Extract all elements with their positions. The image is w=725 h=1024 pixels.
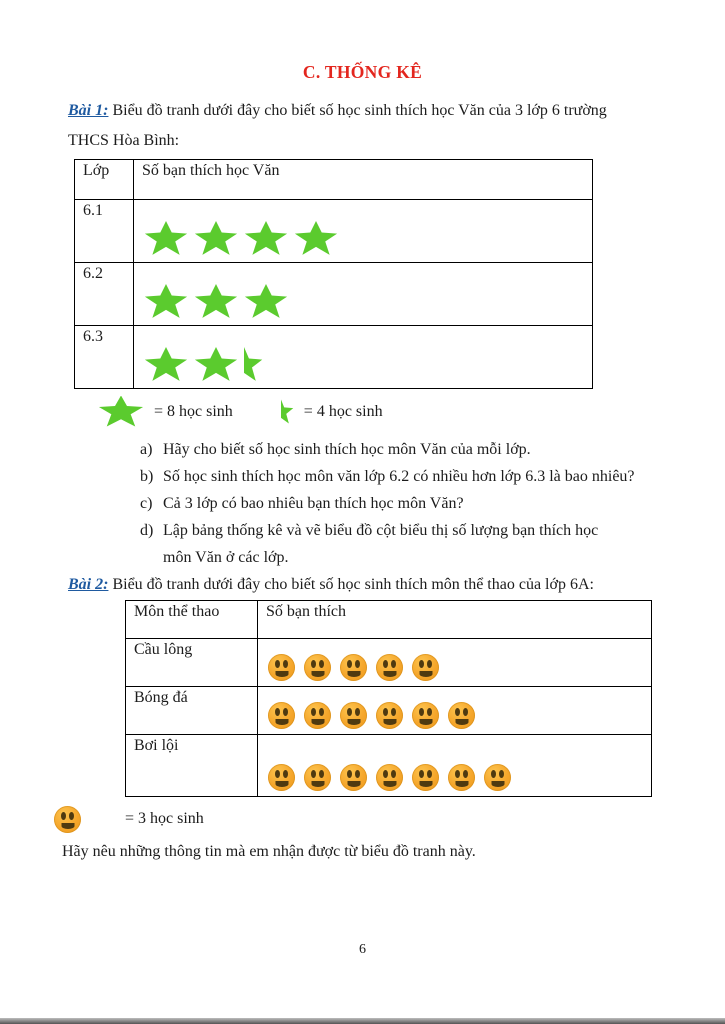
pictogram-row [75,326,593,389]
star-icon [144,347,188,383]
star-icon [144,284,188,320]
exercise1-questions [140,436,665,571]
pictogram-row [126,687,652,735]
smiley-icon [340,764,367,791]
row-label: 6.1 [75,200,134,263]
pictogram-row [126,639,652,687]
star-icon [244,284,288,320]
pictogram-row [75,200,593,263]
star-icon [194,221,238,257]
half-star-icon [244,347,263,383]
question-label: c) [140,495,153,512]
star-icon [244,221,288,257]
smiley-icon [304,702,331,729]
page-number: 6 [359,942,366,957]
page-content [0,96,725,864]
star-icon [98,396,144,429]
row-icons [134,200,593,263]
table1-header-row [75,160,593,200]
star-icon [144,221,188,257]
exercise1-intro [68,96,665,156]
row-icons [258,687,652,735]
table2-col-header-count: Số bạn thích [258,601,652,639]
question-item [140,490,665,517]
exercise2-intro-line: Biểu đồ tranh dưới đây cho biết số học sinh thích môn thể thao của lớp 6A: [112,576,594,593]
smiley-icon [376,702,403,729]
legend-item [281,399,383,425]
row-icons [258,735,652,797]
legend-text: = 4 học sinh [303,403,383,420]
question-item [140,463,665,490]
smiley-icon [268,654,295,681]
smiley-icon [448,764,475,791]
question-item [140,436,665,463]
exercise2-question: Hãy nêu những thông tin mà em nhận được từ biểu đồ tranh này. [62,843,476,860]
table2-col-header-sport: Môn thể thao [126,601,258,639]
row-label: Bóng đá [126,687,258,735]
exercise2-intro [68,574,665,596]
pictogram-row [75,263,593,326]
smiley-icon [304,654,331,681]
row-icons [134,263,593,326]
question-text: Hãy cho biết số học sinh thích học môn Văn của mỗi lớp. [163,441,531,458]
pictogram-row [126,735,652,797]
smiley-icon [304,764,331,791]
star-icon [294,221,338,257]
row-label: Bơi lội [126,735,258,797]
question-item [140,517,665,571]
smiley-legend [54,804,665,834]
exercise1-intro-line2: THCS Hòa Bình: [68,132,180,149]
row-label: 6.3 [75,326,134,389]
smiley-icon [412,702,439,729]
question-label: b) [140,468,154,485]
exercise2-label: Bài 2: [68,576,109,593]
question-text: Số học sinh thích học môn văn lớp 6.2 có nhiều hơn lớp 6.3 là bao nhiêu? [163,468,635,485]
row-icons [258,639,652,687]
row-icons [134,326,593,389]
scan-edge-strip [0,1018,725,1024]
smiley-icon [484,764,511,791]
legend-text: = 8 học sinh [154,403,233,420]
smiley-icon [412,764,439,791]
smiley-icon [448,702,475,729]
smiley-icon [412,654,439,681]
question-text: Lập bảng thống kê và vẽ biểu đồ cột biểu thị số lượng bạn thích học môn Văn ở các lớp. [163,522,599,566]
pictogram-table-sports [125,600,652,797]
table1-col-header-count: Số bạn thích học Văn [134,160,593,200]
pictogram-table-literature [74,159,593,389]
smiley-icon [376,764,403,791]
smiley-icon [268,764,295,791]
smiley-legend-text: = 3 học sinh [125,810,204,827]
table1-col-header-class: Lớp [75,160,134,200]
section-title: C. THỐNG KÊ [302,62,423,82]
smiley-icon [376,654,403,681]
smiley-icon [340,702,367,729]
half-star-icon [281,399,294,425]
star-legend [98,394,665,430]
table2-header-row [126,601,652,639]
row-label: Cầu lông [126,639,258,687]
smiley-icon [54,806,81,833]
smiley-icon [340,654,367,681]
legend-item [98,396,233,429]
smiley-icon [268,702,295,729]
star-icon [194,284,238,320]
question-text: Cả 3 lớp có bao nhiêu bạn thích học môn Văn? [163,495,464,512]
question-label: a) [140,441,153,458]
exercise1-intro-line1: Biểu đồ tranh dưới đây cho biết số học sinh thích học Văn của 3 lớp 6 trường [112,102,607,119]
star-icon [194,347,238,383]
question-label: d) [140,522,154,539]
row-label: 6.2 [75,263,134,326]
exercise1-label: Bài 1: [68,102,109,119]
